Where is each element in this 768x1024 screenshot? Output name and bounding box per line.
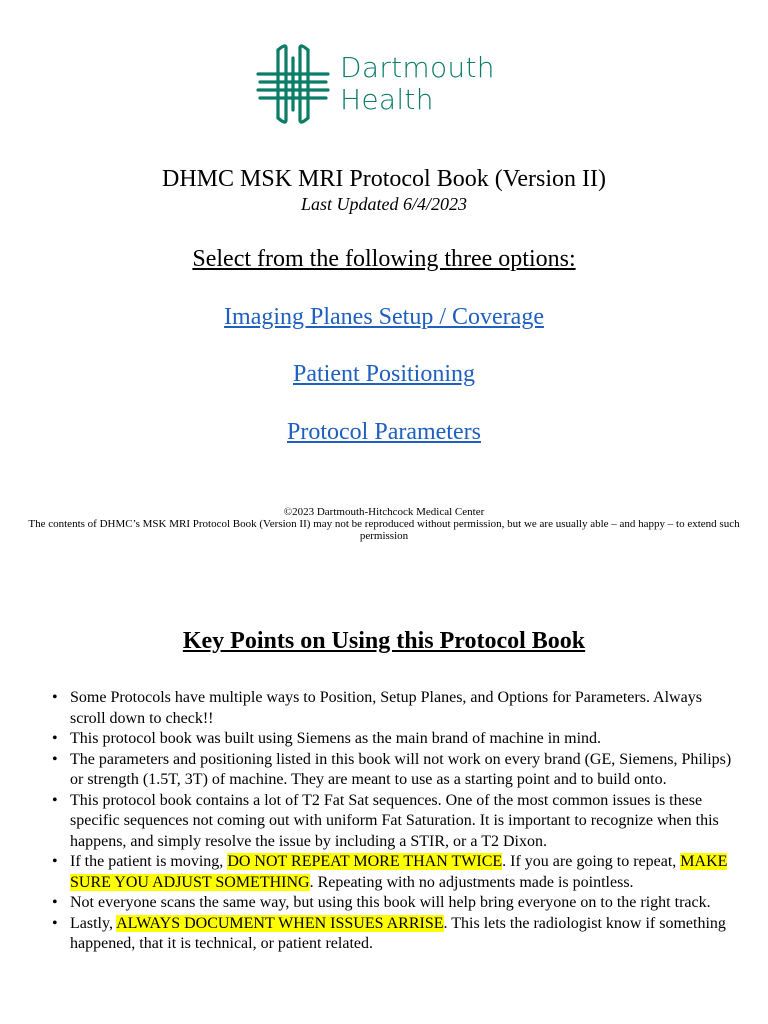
- logo-line-2: Health: [340, 83, 434, 116]
- dartmouth-health-lattice-icon: [256, 44, 330, 124]
- highlighted-warning: DO NOT REPEAT MORE THAN TWICE: [227, 853, 503, 870]
- document-title: DHMC MSK MRI Protocol Book (Version II): [162, 166, 606, 192]
- key-points-list: [0, 688, 768, 955]
- list-item: • The parameters and positioning listed in this book will not work on every brand (GE, Siemens, Philips) or strength (1.5T, 3T) of machine. They are meant to use as a starting point and to build onto.: [70, 750, 734, 791]
- copyright-notice: [0, 506, 768, 542]
- highlighted-warning: MAKE SURE YOU ADJUST SOMETHING: [70, 853, 728, 891]
- list-item: • This protocol book was built using Siemens as the main brand of machine in mind.: [70, 729, 734, 750]
- list-item: • Some Protocols have multiple ways to Position, Setup Planes, and Options for Parameters. Always scroll down to check!!: [70, 688, 734, 729]
- copyright-line: ©2023 Dartmouth-Hitchcock Medical Center: [283, 506, 485, 518]
- logo-line-1: Dartmouth: [340, 51, 495, 84]
- link-imaging-planes[interactable]: Imaging Planes Setup / Coverage: [224, 304, 544, 330]
- logo-wordmark: [340, 52, 495, 116]
- key-points-heading: Key Points on Using this Protocol Book: [182, 628, 586, 654]
- permission-notice: The contents of DHMC’s MSK MRI Protocol Book (Version II) may not be reproduced without permission, but we are usually able – and happy – to extend such permission: [28, 518, 740, 542]
- highlighted-warning: ALWAYS DOCUMENT WHEN ISSUES ARRISE: [116, 914, 444, 932]
- last-updated: Last Updated 6/4/2023: [300, 194, 467, 214]
- list-item: • Not everyone scans the same way, but using this book will help bring everyone on to the right track.: [70, 893, 734, 914]
- options-heading: Select from the following three options:: [192, 246, 576, 272]
- link-protocol-parameters[interactable]: Protocol Parameters: [287, 419, 481, 445]
- list-item: • This protocol book contains a lot of T2 Fat Sat sequences. One of the most common issues is these specific sequences not coming out with uniform Fat Saturation. It is important to recognize when this happens, and simply resolve the issue by including a STIR, or a T2 Dixon.: [70, 791, 734, 853]
- link-patient-positioning[interactable]: Patient Positioning: [292, 361, 475, 387]
- list-item: • Lastly, ALWAYS DOCUMENT WHEN ISSUES ARRISE. This lets the radiologist know if something happened, that it is technical, or patient related.: [70, 914, 734, 955]
- dartmouth-health-logo: [256, 44, 495, 124]
- list-item: • If the patient is moving, DO NOT REPEAT MORE THAN TWICE. If you are going to repeat, MAKE SURE YOU ADJUST SOMETHING. Repeating with no adjustments made is pointless.: [70, 852, 734, 893]
